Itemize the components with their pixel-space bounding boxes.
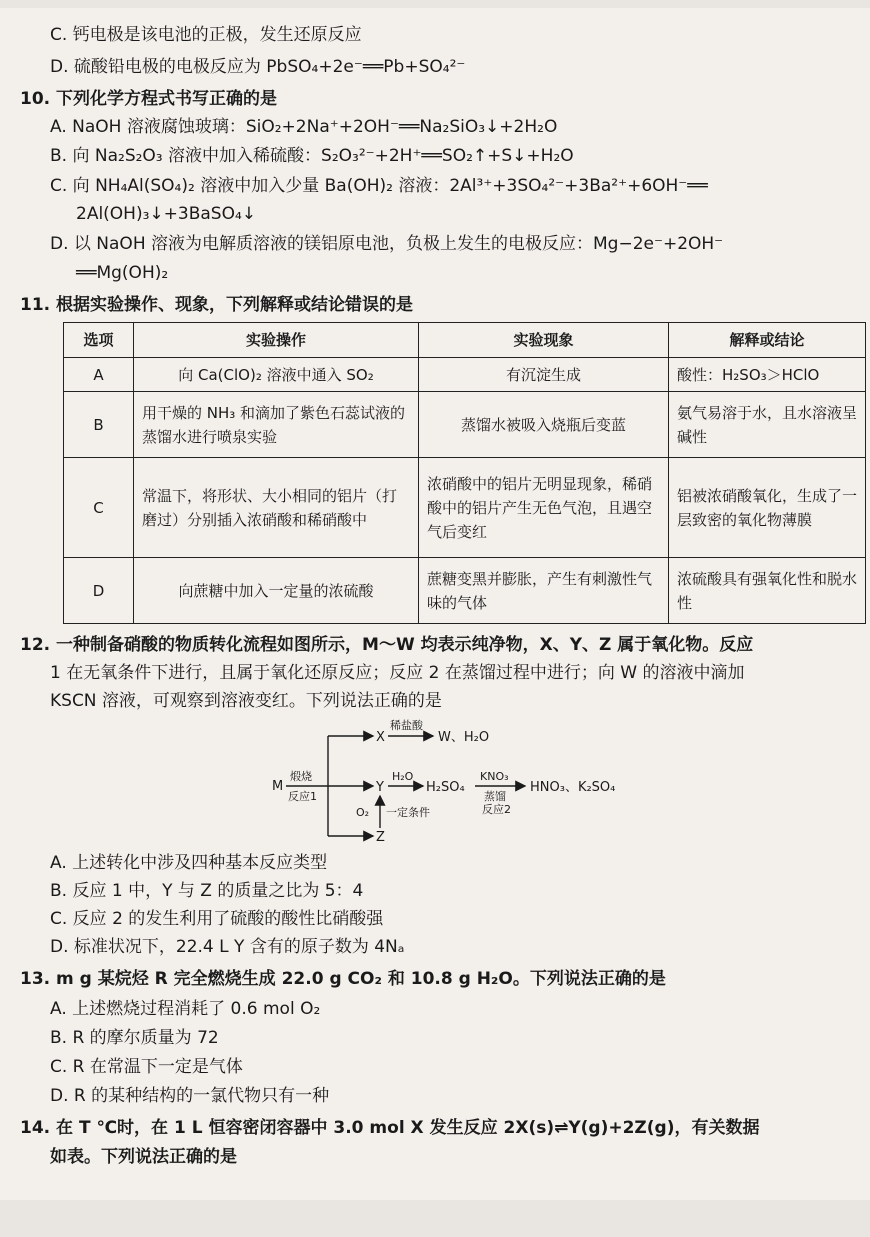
q10-option-c: C. 向 NH₄Al(SO₄)₂ 溶液中加入少量 Ba(OH)₂ 溶液：2Al³⁺+3SO₄²⁻+3Ba²⁺+6OH⁻══ — [50, 176, 708, 196]
table-cell: 蒸馏水被吸入烧瓶后变蓝 — [419, 392, 669, 458]
diagram-m: M — [272, 779, 284, 794]
q11-table — [63, 322, 865, 624]
page-bottom-shadow — [0, 1200, 870, 1237]
table-cell: 蔗糖变黑并膨胀，产生有刺激性气味的气体 — [419, 558, 669, 624]
q13-option-b: B. R 的摩尔质量为 72 — [50, 1028, 219, 1048]
table-header: 实验操作 — [134, 323, 419, 358]
q12-option-c: C. 反应 2 的发生利用了硫酸的酸性比硝酸强 — [50, 909, 384, 929]
q10-stem: 10. 下列化学方程式书写正确的是 — [20, 89, 278, 109]
q12-option-d: D. 标准状况下，22.4 L Y 含有的原子数为 4Nₐ — [50, 937, 405, 957]
q12-option-b: B. 反应 1 中，Y 与 Z 的质量之比为 5：4 — [50, 881, 364, 901]
diagram-y: Y — [376, 780, 384, 795]
q12-stem-line2: 1 在无氧条件下进行，且属于氧化还原反应；反应 2 在蒸馏过程中进行；向 W 的溶液中滴加 — [50, 663, 745, 683]
table-cell: A — [64, 358, 134, 392]
table-row — [64, 458, 866, 558]
page-top-shadow — [0, 0, 870, 8]
table-cell: 有沉淀生成 — [419, 358, 669, 392]
diagram-reaction2-label: 反应2 — [482, 803, 511, 816]
table-cell: 向 Ca(ClO)₂ 溶液中通入 SO₂ — [134, 358, 419, 392]
diagram-distill-label: 蒸馏 — [484, 790, 506, 803]
q10-option-a: A. NaOH 溶液腐蚀玻璃：SiO₂+2Na⁺+2OH⁻══Na₂SiO₃↓+2H₂O — [50, 117, 558, 137]
q14-stem-line2: 如表。下列说法正确的是 — [50, 1147, 237, 1167]
table-cell: 浓硝酸中的铝片无明显现象，稀硝酸中的铝片产生无色气泡，且遇空气后变红 — [419, 458, 669, 558]
table-row — [64, 358, 866, 392]
diagram-products: HNO₃、K₂SO₄ — [530, 780, 616, 795]
table-cell: 用干燥的 NH₃ 和滴加了紫色石蕊试液的蒸馏水进行喷泉实验 — [134, 392, 419, 458]
q9-option-d: D. 硫酸铅电极的电极反应为 PbSO₄+2e⁻══Pb+SO₄²⁻ — [50, 57, 466, 77]
q13-option-c: C. R 在常温下一定是气体 — [50, 1057, 243, 1077]
q10-option-b: B. 向 Na₂S₂O₃ 溶液中加入稀硫酸：S₂O₃²⁻+2H⁺══SO₂↑+S↓+H₂O — [50, 146, 574, 166]
diagram-z: Z — [376, 830, 385, 845]
q10-option-c-cont: 2Al(OH)₃↓+3BaSO₄↓ — [76, 204, 257, 224]
diagram-kno3-label: KNO₃ — [480, 770, 509, 783]
diagram-x: X — [376, 730, 385, 745]
q12-flow-diagram — [270, 716, 650, 846]
diagram-burn-label: 煅烧 — [290, 770, 312, 783]
q13-option-a: A. 上述燃烧过程消耗了 0.6 mol O₂ — [50, 999, 321, 1019]
table-cell: C — [64, 458, 134, 558]
diagram-o2-label: O₂ — [356, 806, 370, 819]
q10-option-d: D. 以 NaOH 溶液为电解质溶液的镁铝原电池，负极上发生的电极反应：Mg−2e⁻+2OH⁻ — [50, 234, 724, 254]
table-row — [64, 558, 866, 624]
q9-option-c: C. 钙电极是该电池的正极，发生还原反应 — [50, 25, 362, 45]
table-header: 解释或结论 — [669, 323, 866, 358]
q12-stem-line3: KSCN 溶液，可观察到溶液变红。下列说法正确的是 — [50, 691, 442, 711]
diagram-w-h2o: W、H₂O — [438, 730, 490, 745]
q13-stem: 13. m g 某烷烃 R 完全燃烧生成 22.0 g CO₂ 和 10.8 g H₂O。下列说法正确的是 — [20, 969, 666, 989]
q12-stem-line1: 12. 一种制备硝酸的物质转化流程如图所示，M～W 均表示纯净物，X、Y、Z 属于氧化物。反应 — [20, 635, 754, 655]
table-cell: 向蔗糖中加入一定量的浓硫酸 — [134, 558, 419, 624]
table-cell: 氨气易溶于水，且水溶液呈碱性 — [669, 392, 866, 458]
diagram-h2o-label: H₂O — [392, 770, 414, 783]
q14-stem-line1: 14. 在 T ℃时，在 1 L 恒容密闭容器中 3.0 mol X 发生反应 2X(s)⇌Y(g)+2Z(g)，有关数据 — [20, 1118, 760, 1138]
table-cell: D — [64, 558, 134, 624]
q13-option-d: D. R 的某种结构的一氯代物只有一种 — [50, 1086, 330, 1106]
diagram-dilute-hcl: 稀盐酸 — [390, 719, 423, 732]
table-header: 实验现象 — [419, 323, 669, 358]
q11-stem: 11. 根据实验操作、现象，下列解释或结论错误的是 — [20, 295, 414, 315]
table-cell: 浓硫酸具有强氧化性和脱水性 — [669, 558, 866, 624]
q10-option-d-cont: ══Mg(OH)₂ — [76, 263, 169, 283]
table-cell: 酸性：H₂SO₃＞HClO — [669, 358, 866, 392]
q12-option-a: A. 上述转化中涉及四种基本反应类型 — [50, 853, 328, 873]
table-cell: 铝被浓硝酸氧化，生成了一层致密的氧化物薄膜 — [669, 458, 866, 558]
table-cell: 常温下，将形状、大小相同的铝片（打磨过）分别插入浓硝酸和稀硝酸中 — [134, 458, 419, 558]
diagram-reaction1-label: 反应1 — [288, 790, 317, 803]
table-header: 选项 — [64, 323, 134, 358]
table-cell: B — [64, 392, 134, 458]
table-row — [64, 392, 866, 458]
diagram-condition-label: 一定条件 — [386, 806, 430, 819]
diagram-h2so4: H₂SO₄ — [426, 780, 465, 795]
table-header-row — [64, 323, 866, 358]
